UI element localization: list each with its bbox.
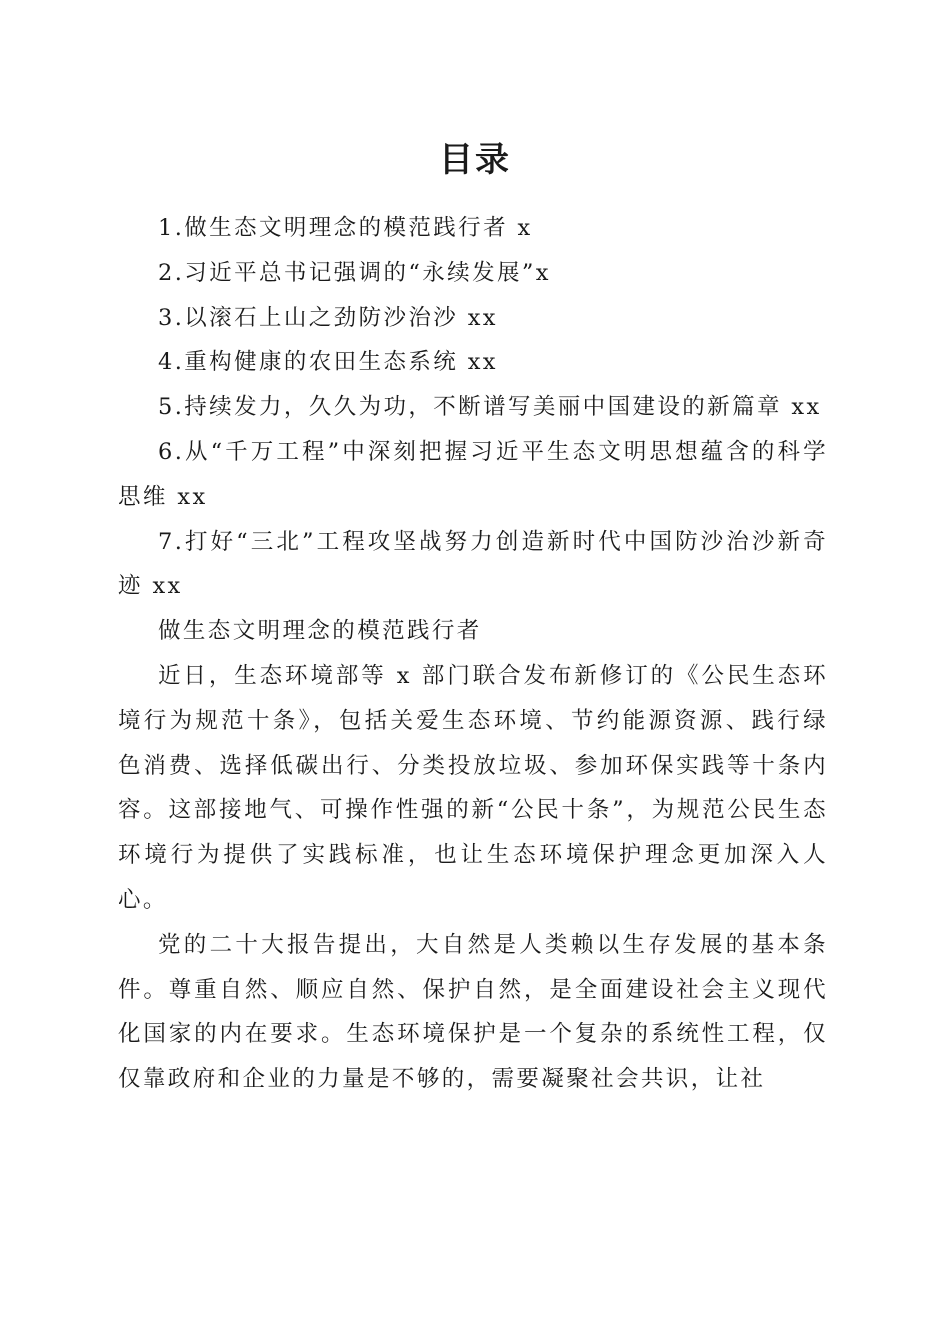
article-paragraph: 党的二十大报告提出，大自然是人类赖以生存发展的基本条件。尊重自然、顺应自然、保护自然，是全面建设社会主义现代化国家的内在要求。生态环境保护是一个复杂的系统性工程，仅仅靠政府和企业的力量是不够的，需要凝聚社会共识，让社 [118, 931, 828, 1093]
article-heading: 做生态文明理念的模范践行者 [158, 618, 482, 645]
toc-item: 1.做生态文明理念的模范践行者 x [158, 215, 533, 241]
toc-item: 2.习近平总书记强调的“永续发展”x [158, 259, 551, 286]
toc-item: 6.从“千万工程”中深刻把握习近平生态文明思想蕴含的科学思维 xx [118, 438, 828, 510]
table-of-contents [118, 206, 828, 609]
document-body [118, 206, 828, 1102]
page-title: 目录 [439, 140, 511, 180]
toc-item: 3.以滚石上山之劲防沙治沙 xx [158, 304, 498, 331]
article-paragraph: 近日，生态环境部等 x 部门联合发布新修订的《公民生态环境行为规范十条》，包括关爱生态环境、节约能源资源、践行绿色消费、选择低碳出行、分类投放垃圾、参加环保实践等十条内容。这部接地气、可操作性强的新“公民十条”，为规范公民生态环境行为提供了实践标准，也让生态环境保护理念更加深入人心。 [118, 662, 828, 913]
toc-item: 7.打好“三北”工程攻坚战努力创造新时代中国防沙治沙新奇迹 xx [118, 528, 828, 600]
toc-item: 4.重构健康的农田生态系统 xx [158, 349, 498, 376]
toc-item: 5.持续发力，久久为功，不断谱写美丽中国建设的新篇章 xx [158, 394, 822, 421]
